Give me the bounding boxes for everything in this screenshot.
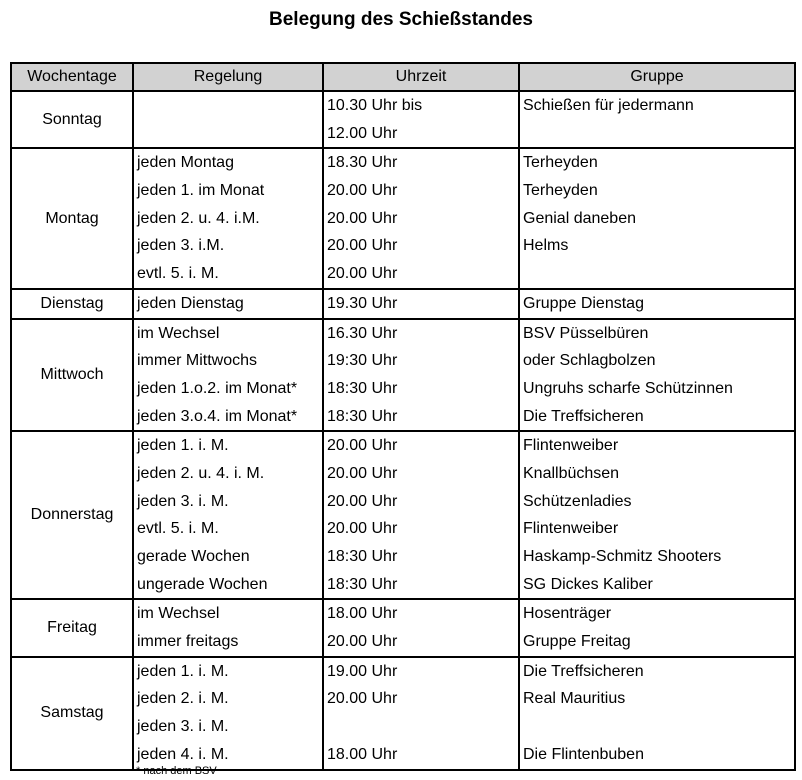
table-row <box>11 657 795 770</box>
weekday-cell: Montag <box>11 148 133 288</box>
uhrzeit-line: 18.00 Uhr <box>327 745 398 763</box>
regelung-line <box>137 92 322 120</box>
table-row <box>11 148 795 288</box>
gruppe-line: Schützenladies <box>523 492 632 510</box>
regelung-cell <box>133 431 323 599</box>
day-group-donnerstag <box>11 431 795 599</box>
uhrzeit-cell <box>323 599 519 656</box>
regelung-line: jeden 3. i.M. <box>137 237 225 255</box>
uhrzeit-cell <box>323 657 519 770</box>
table-row <box>11 91 795 148</box>
uhrzeit-cell <box>323 431 519 599</box>
uhrzeit-line: 19.00 Uhr <box>327 662 398 680</box>
regelung-line: jeden 2. u. 4. i.M. <box>137 209 260 227</box>
gruppe-cell <box>519 431 795 599</box>
uhrzeit-line: 20.00 Uhr <box>327 633 398 651</box>
regelung-line: gerade Wochen <box>137 548 250 565</box>
regelung-line: im Wechsel <box>137 605 220 623</box>
weekday-cell: Sonntag <box>11 91 133 148</box>
regelung-line: jeden 3. i. M. <box>137 718 229 736</box>
uhrzeit-line: 20.00 Uhr <box>327 690 398 708</box>
gruppe-line: Knallbüchsen <box>523 464 620 482</box>
regelung-line: evtl. 5. i. M. <box>137 265 219 283</box>
uhrzeit-cell <box>323 289 519 319</box>
footnote: * nach dem BSV <box>136 765 217 777</box>
schedule-table <box>10 62 796 771</box>
regelung-line: immer Mittwochs <box>137 352 258 370</box>
header-gruppe: Gruppe <box>519 63 795 91</box>
regelung-line <box>137 120 322 148</box>
gruppe-line <box>523 120 794 148</box>
gruppe-cell <box>519 148 795 288</box>
table-row <box>11 431 795 599</box>
gruppe-line: Hosenträger <box>523 605 612 623</box>
gruppe-line: Flintenweiber <box>523 520 619 538</box>
uhrzeit-cell <box>323 319 519 432</box>
gruppe-cell <box>519 657 795 770</box>
day-group-freitag <box>11 599 795 656</box>
regelung-line: jeden 1. im Monat <box>137 182 265 200</box>
day-group-montag <box>11 148 795 288</box>
weekday-cell: Donnerstag <box>11 431 133 599</box>
weekday-cell: Samstag <box>11 657 133 770</box>
regelung-cell <box>133 91 323 148</box>
regelung-line: jeden Dienstag <box>137 294 244 312</box>
uhrzeit-line: 18:30 Uhr <box>327 575 398 593</box>
gruppe-line: Haskamp-Schmitz Shooters <box>523 548 722 565</box>
uhrzeit-line: 20.00 Uhr <box>327 437 398 455</box>
regelung-line: jeden 1. i. M. <box>137 437 229 455</box>
gruppe-line: Real Mauritius <box>523 690 626 708</box>
regelung-cell <box>133 289 323 319</box>
uhrzeit-line: 20.00 Uhr <box>327 265 398 283</box>
regelung-line: jeden 3.o.4. im Monat* <box>137 407 298 425</box>
table-row <box>11 319 795 432</box>
regelung-line: jeden 3. i. M. <box>137 492 229 510</box>
regelung-line: im Wechsel <box>137 324 220 342</box>
gruppe-line: Die Flintenbuben <box>523 745 644 763</box>
regelung-line: jeden 1.o.2. im Monat* <box>137 379 298 397</box>
day-group-mittwoch <box>11 319 795 432</box>
regelung-line: evtl. 5. i. M. <box>137 520 219 538</box>
header-row <box>11 63 795 91</box>
regelung-cell <box>133 657 323 770</box>
uhrzeit-line <box>327 713 518 741</box>
gruppe-line: oder Schlagbolzen <box>523 352 656 370</box>
regelung-line: immer freitags <box>137 633 239 651</box>
weekday-cell: Freitag <box>11 599 133 656</box>
uhrzeit-line: 20.00 Uhr <box>327 492 398 510</box>
gruppe-cell <box>519 91 795 148</box>
table-header <box>11 63 795 91</box>
gruppe-line <box>523 260 794 288</box>
uhrzeit-line: 19.30 Uhr <box>327 294 398 312</box>
gruppe-line: Gruppe Freitag <box>523 633 631 651</box>
weekday-cell: Mittwoch <box>11 319 133 432</box>
gruppe-line: Genial daneben <box>523 209 636 227</box>
gruppe-line: Terheyden <box>523 182 598 200</box>
regelung-cell <box>133 599 323 656</box>
regelung-line: jeden 4. i. M. <box>137 745 229 763</box>
header-regelung: Regelung <box>133 63 323 91</box>
gruppe-line <box>523 713 794 741</box>
uhrzeit-line: 18.30 Uhr <box>327 154 398 172</box>
day-group-sonntag <box>11 91 795 148</box>
uhrzeit-line: 18:30 Uhr <box>327 407 398 425</box>
gruppe-line: SG Dickes Kaliber <box>523 575 653 593</box>
uhrzeit-cell <box>323 148 519 288</box>
uhrzeit-line: 10.30 Uhr bis <box>327 97 423 114</box>
gruppe-line: Die Treffsicheren <box>523 407 644 425</box>
uhrzeit-line: 20.00 Uhr <box>327 520 398 538</box>
day-group-samstag <box>11 657 795 770</box>
gruppe-cell <box>519 289 795 319</box>
table-row <box>11 289 795 319</box>
regelung-line: jeden 2. u. 4. i. M. <box>137 464 265 482</box>
uhrzeit-line: 18:30 Uhr <box>327 379 398 397</box>
uhrzeit-line: 19:30 Uhr <box>327 352 398 370</box>
gruppe-line: Helms <box>523 237 569 255</box>
weekday-cell: Dienstag <box>11 289 133 319</box>
gruppe-line: Ungruhs scharfe Schützinnen <box>523 379 733 397</box>
gruppe-line: Die Treffsicheren <box>523 662 644 680</box>
uhrzeit-line: 20.00 Uhr <box>327 237 398 255</box>
header-uhrzeit: Uhrzeit <box>323 63 519 91</box>
day-group-dienstag <box>11 289 795 319</box>
uhrzeit-line: 12.00 Uhr <box>327 124 398 142</box>
regelung-cell <box>133 148 323 288</box>
regelung-line: jeden 1. i. M. <box>137 662 229 680</box>
gruppe-cell <box>519 319 795 432</box>
uhrzeit-line: 18:30 Uhr <box>327 548 398 565</box>
regelung-line: ungerade Wochen <box>137 575 268 593</box>
gruppe-line: BSV Püsselbüren <box>523 324 649 342</box>
uhrzeit-line: 18.00 Uhr <box>327 605 398 623</box>
table-row <box>11 599 795 656</box>
regelung-line: jeden Montag <box>137 154 234 172</box>
page-title: Belegung des Schießstandes <box>269 9 533 30</box>
regelung-line: jeden 2. i. M. <box>137 690 229 708</box>
uhrzeit-line: 16.30 Uhr <box>327 324 398 342</box>
regelung-cell <box>133 319 323 432</box>
header-wochentage: Wochentage <box>11 63 133 91</box>
gruppe-cell <box>519 599 795 656</box>
uhrzeit-cell <box>323 91 519 148</box>
uhrzeit-line: 20.00 Uhr <box>327 209 398 227</box>
gruppe-line: Terheyden <box>523 154 598 172</box>
gruppe-line: Gruppe Dienstag <box>523 294 644 312</box>
gruppe-line: Flintenweiber <box>523 437 619 455</box>
uhrzeit-line: 20.00 Uhr <box>327 464 398 482</box>
gruppe-line: Schießen für jedermann <box>523 97 694 114</box>
uhrzeit-line: 20.00 Uhr <box>327 182 398 200</box>
